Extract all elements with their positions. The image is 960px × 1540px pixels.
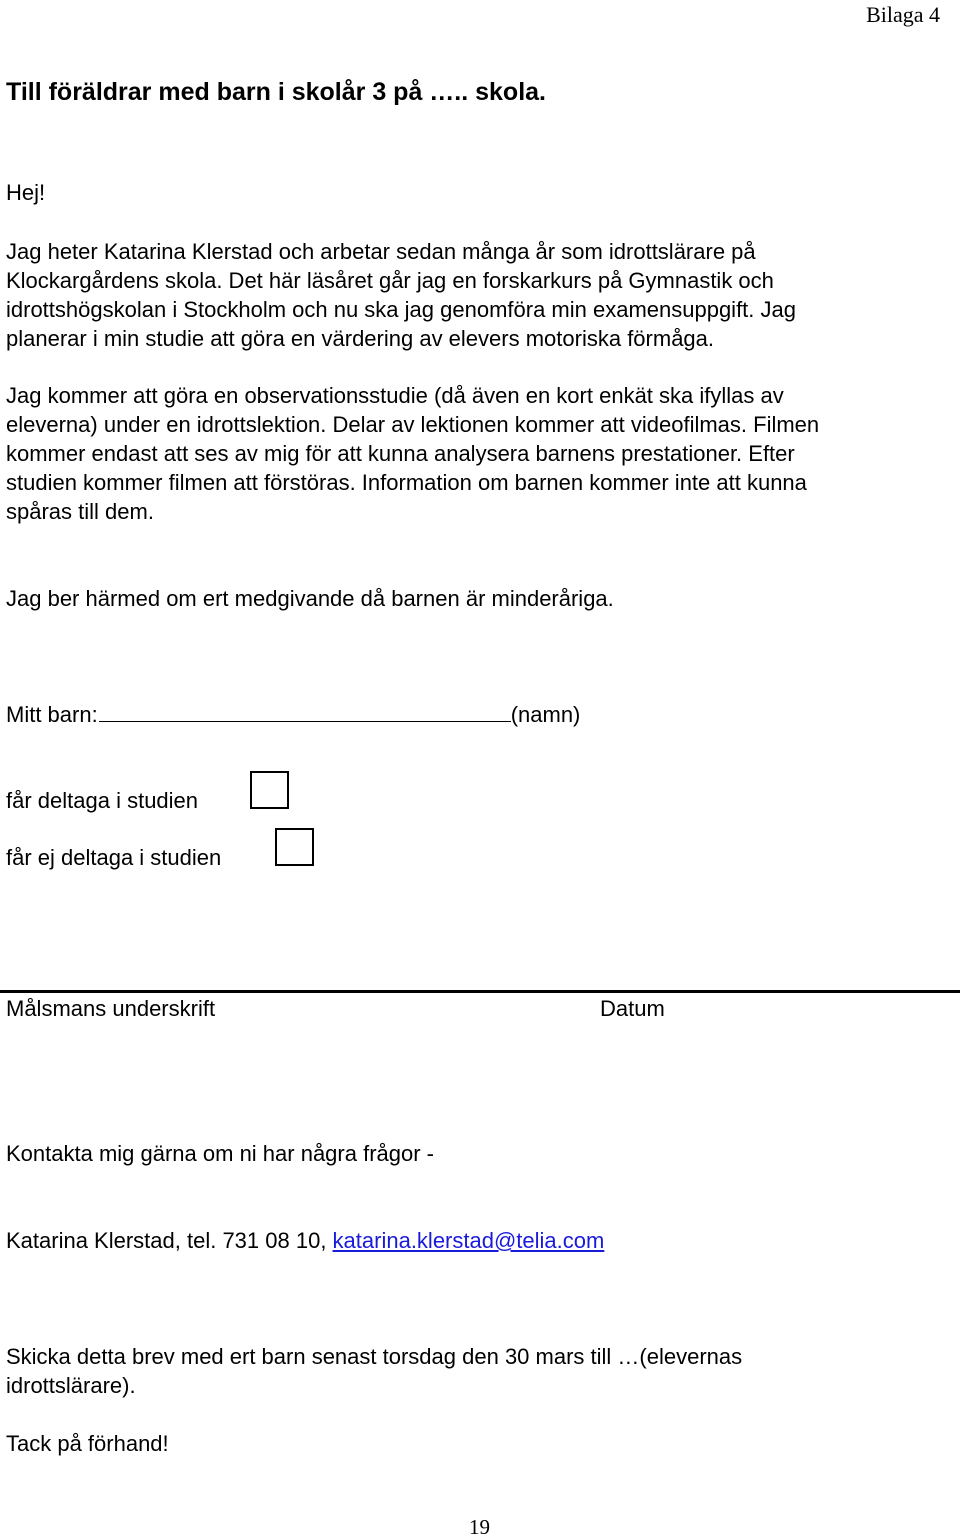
- child-name-label: Mitt barn:: [6, 702, 98, 727]
- annex-label: Bilaga 4: [866, 2, 940, 27]
- study-line: studien kommer filmen att förstöras. Information om barnen kommer inte att kunna: [6, 470, 807, 495]
- contact-details: [6, 1226, 604, 1255]
- child-name-field[interactable]: [99, 701, 511, 722]
- decline-checkbox[interactable]: [275, 828, 314, 866]
- child-name-row: [6, 700, 580, 729]
- intro-line: Klockargårdens skola. Det här läsåret går jag en forskarkurs på Gymnastik och: [6, 268, 774, 293]
- intro-line: Jag heter Katarina Klerstad och arbetar sedan många år som idrottslärare på: [6, 239, 756, 264]
- study-line: eleverna) under en idrottslektion. Delar av lektionen kommer att videofilmas. Filmen: [6, 412, 820, 437]
- intro-line: idrottshögskolan i Stockholm och nu ska jag genomföra min examensuppgift. Jag: [6, 297, 796, 322]
- page-title: Till föräldrar med barn i skolår 3 på ….. skola.: [6, 78, 547, 106]
- page-number: 19: [469, 1515, 490, 1539]
- return-line: Skicka detta brev med ert barn senast torsdag den 30 mars till …(elevernas: [6, 1344, 743, 1369]
- email-link[interactable]: katarina.klerstad@telia.com: [332, 1228, 605, 1253]
- return-instructions: [6, 1342, 946, 1400]
- study-line: kommer endast att ses av mig för att kunna analysera barnens prestationer. Efter: [6, 441, 795, 466]
- study-line: spåras till dem.: [6, 499, 154, 524]
- signature-line: [0, 990, 960, 993]
- greeting: Hej!: [6, 180, 46, 205]
- option-decline-label: får ej deltaga i studien: [6, 845, 222, 870]
- return-line: idrottslärare).: [6, 1373, 136, 1398]
- intro-line: planerar i min studie att göra en värdering av elevers motoriska förmåga.: [6, 326, 715, 351]
- option-participate-label: får deltaga i studien: [6, 788, 199, 813]
- contact-name-phone: Katarina Klerstad, tel. 731 08 10,: [6, 1228, 333, 1253]
- date-label: Datum: [600, 996, 665, 1021]
- contact-intro: Kontakta mig gärna om ni har några frågor -: [6, 1141, 435, 1166]
- thanks: Tack på förhand!: [6, 1431, 169, 1456]
- study-paragraph: [6, 381, 946, 526]
- consent-request: Jag ber härmed om ert medgivande då barnen är minderåriga.: [6, 586, 614, 611]
- intro-paragraph: [6, 237, 946, 353]
- participate-checkbox[interactable]: [250, 771, 289, 809]
- signature-label: Målsmans underskrift: [6, 996, 216, 1021]
- study-line: Jag kommer att göra en observationsstudie (då även en kort enkät ska ifyllas av: [6, 383, 784, 408]
- child-name-suffix: (namn): [510, 702, 581, 727]
